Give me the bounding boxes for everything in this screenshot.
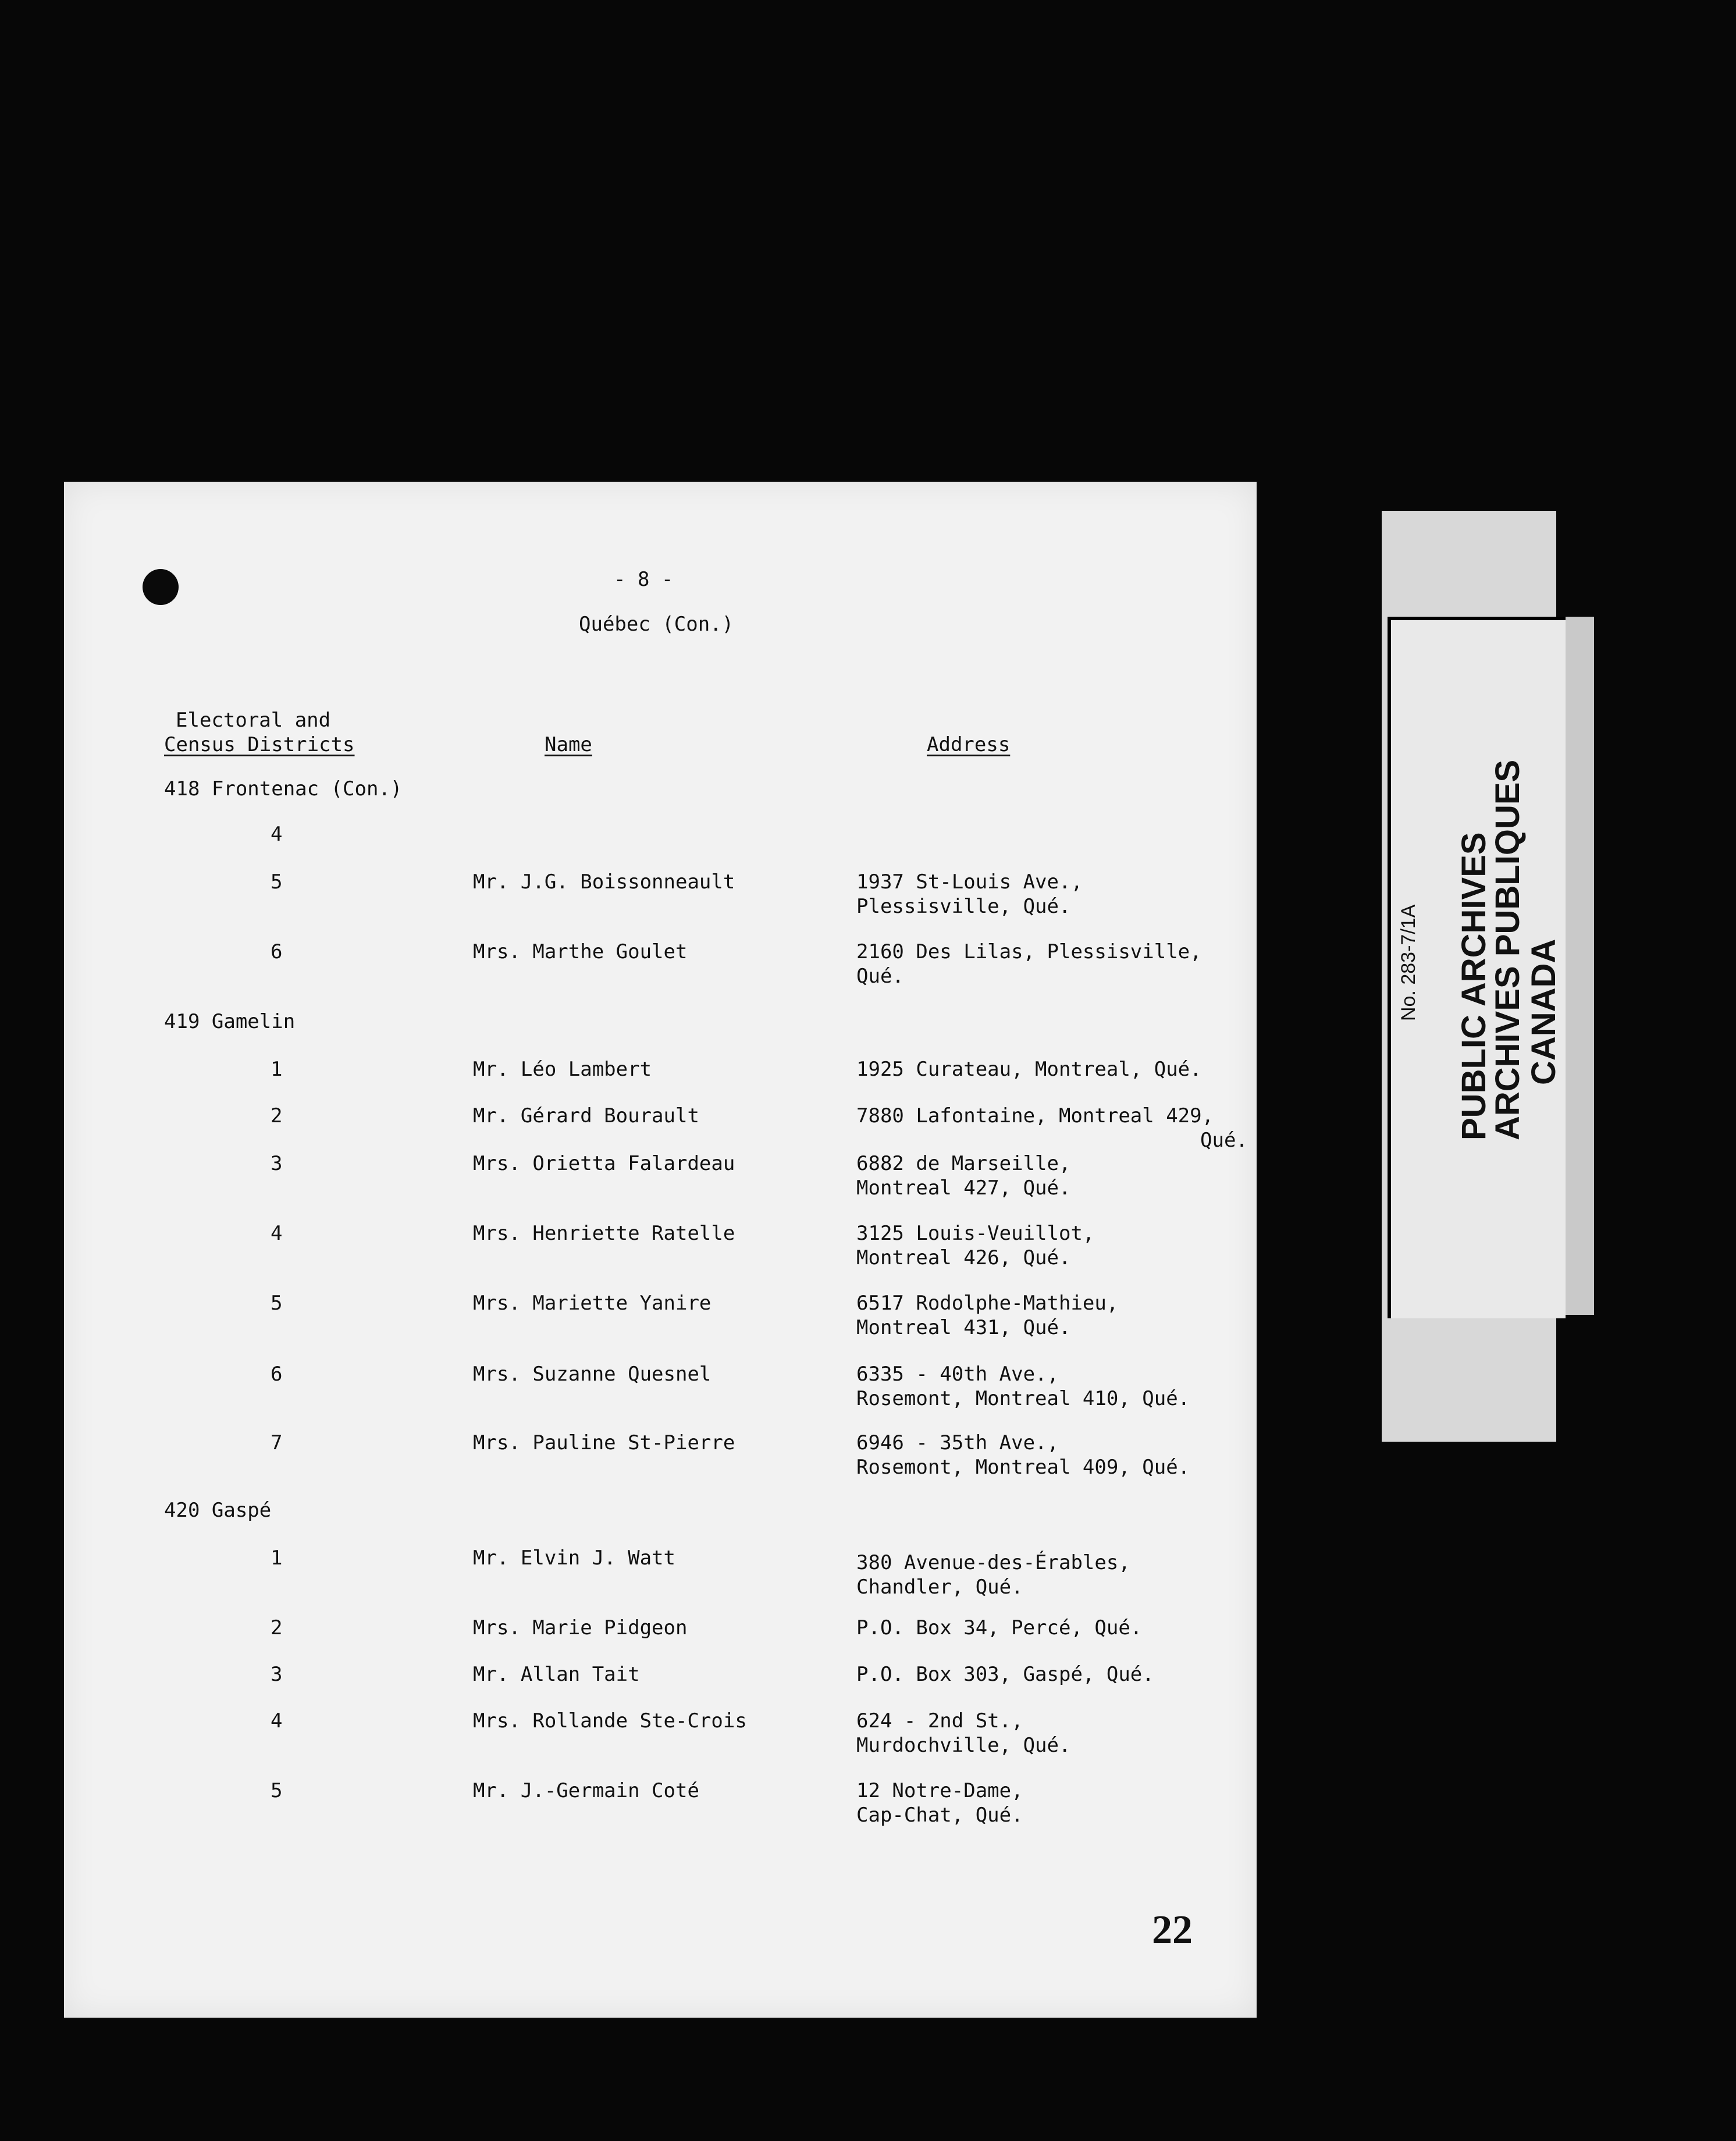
- address-line-2: Montreal 427, Qué.: [856, 1176, 1071, 1200]
- page-number: - 8 -: [614, 568, 674, 591]
- person-name: Mr. J.G. Boissonneault: [473, 870, 735, 894]
- address-line-1: 2160 Des Lilas, Plessisville,: [856, 940, 1202, 963]
- person-name: Mrs. Marie Pidgeon: [473, 1616, 688, 1639]
- person-name: Mrs. Orietta Falardeau: [473, 1152, 735, 1175]
- column-header-district-line2: Census Districts: [164, 733, 355, 756]
- person-name: Mr. Elvin J. Watt: [473, 1546, 675, 1570]
- address-line-1: 6335 - 40th Ave.,: [856, 1363, 1059, 1386]
- address-line-1: 6882 de Marseille,: [856, 1152, 1071, 1175]
- address-line-1: 1937 St-Louis Ave.,: [856, 870, 1083, 894]
- census-district-number: 6: [271, 1363, 283, 1386]
- document-page: [64, 482, 1257, 2018]
- person-name: Mr. J.-Germain Coté: [473, 1779, 699, 1802]
- person-name: Mrs. Suzanne Quesnel: [473, 1363, 712, 1386]
- address-line-2: Murdochville, Qué.: [856, 1734, 1071, 1757]
- district-heading: 420 Gaspé: [164, 1499, 272, 1522]
- address-line-1: 380 Avenue-des-Érables,: [856, 1551, 1130, 1574]
- archives-title-fr: ARCHIVES PUBLIQUES: [1489, 759, 1527, 1140]
- column-header-name: Name: [545, 733, 592, 756]
- census-district-number: 1: [271, 1546, 283, 1570]
- address-line-1: 6946 - 35th Ave.,: [856, 1431, 1059, 1454]
- address-line-1: 3125 Louis-Veuillot,: [856, 1222, 1095, 1245]
- address-line-2: Cap-Chat, Qué.: [856, 1804, 1023, 1827]
- archives-title-en: PUBLIC ARCHIVES: [1455, 832, 1493, 1140]
- district-heading: 418 Frontenac (Con.): [164, 777, 403, 801]
- address-line-1: 1925 Curateau, Montreal, Qué.: [856, 1058, 1202, 1081]
- person-name: Mrs. Henriette Ratelle: [473, 1222, 735, 1245]
- census-district-number: 4: [271, 1222, 283, 1245]
- column-header-district-line1: Electoral and: [176, 709, 331, 732]
- census-district-number: 3: [271, 1152, 283, 1175]
- census-district-number: 5: [271, 1779, 283, 1802]
- page-heading: Québec (Con.): [579, 613, 734, 636]
- address-line-2: Rosemont, Montreal 410, Qué.: [856, 1387, 1190, 1410]
- address-line-1: 12 Notre-Dame,: [856, 1779, 1023, 1802]
- census-district-number: 2: [271, 1104, 283, 1128]
- column-header-address: Address: [927, 733, 1011, 756]
- census-district-number: 1: [271, 1058, 283, 1081]
- address-line-2: Montreal 426, Qué.: [856, 1246, 1071, 1269]
- archives-reference-number: No. 283-7/1A: [1397, 904, 1420, 1021]
- address-line-2: Plessisville, Qué.: [856, 895, 1071, 918]
- address-line-1: 7880 Lafontaine, Montreal 429,: [856, 1104, 1214, 1128]
- address-line-1: P.O. Box 303, Gaspé, Qué.: [856, 1663, 1154, 1686]
- address-line-1: 624 - 2nd St.,: [856, 1709, 1023, 1733]
- address-line-1: P.O. Box 34, Percé, Qué.: [856, 1616, 1143, 1639]
- address-line-1: 6517 Rodolphe-Mathieu,: [856, 1292, 1119, 1315]
- person-name: Mr. Léo Lambert: [473, 1058, 652, 1081]
- census-district-number: 3: [271, 1663, 283, 1686]
- census-district-number: 6: [271, 940, 283, 963]
- census-district-number: 4: [271, 1709, 283, 1733]
- census-district-number: 5: [271, 870, 283, 894]
- census-district-number: 2: [271, 1616, 283, 1639]
- census-district-number: 5: [271, 1292, 283, 1315]
- address-line-2: Rosemont, Montreal 409, Qué.: [856, 1456, 1190, 1479]
- census-district-number: 4: [271, 823, 283, 846]
- address-line-2: Chandler, Qué.: [856, 1575, 1023, 1599]
- address-line-2: Qué.: [856, 965, 904, 988]
- person-name: Mr. Allan Tait: [473, 1663, 640, 1686]
- stamped-page-number: 22: [1152, 1908, 1193, 1952]
- census-district-number: 7: [271, 1431, 283, 1454]
- address-line-2: Qué.: [1200, 1129, 1248, 1152]
- person-name: Mrs. Mariette Yanire: [473, 1292, 712, 1315]
- address-line-2: Montreal 431, Qué.: [856, 1316, 1071, 1339]
- archives-country: CANADA: [1525, 938, 1563, 1085]
- district-heading: 419 Gamelin: [164, 1010, 296, 1033]
- person-name: Mr. Gérard Bourault: [473, 1104, 699, 1128]
- person-name: Mrs. Rollande Ste-Crois: [473, 1709, 747, 1733]
- person-name: Mrs. Marthe Goulet: [473, 940, 688, 963]
- punch-hole: [143, 569, 179, 605]
- person-name: Mrs. Pauline St-Pierre: [473, 1431, 735, 1454]
